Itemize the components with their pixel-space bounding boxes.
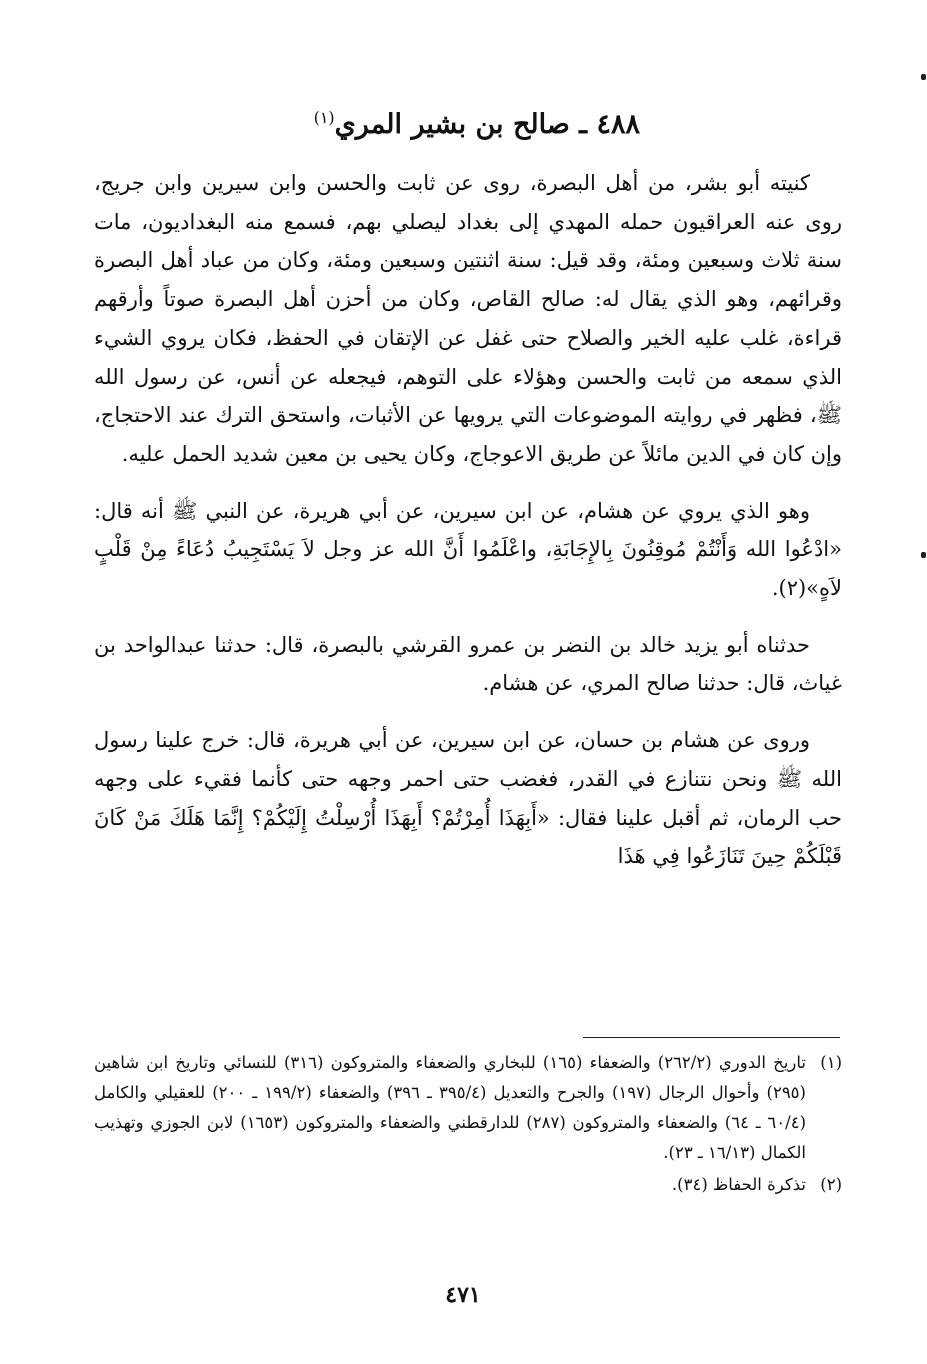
- footnote-divider: [583, 1037, 840, 1038]
- footnote-number: (١): [820, 1053, 842, 1072]
- paragraph-hadith-dua: وهو الذي يروي عن هشام، عن ابن سيرين، عن أبي هريرة، عن النبي ﷺ أنه قال: «ادْعُوا الله وَأَنْتُمْ مُوقِنُونَ بِالإِجَابَةِ، واعْلَمُوا أَنَّ الله عز وجل لاَ يَسْتَجِيبُ دُعَاءً مِنْ قَلْبٍ لاَهٍ»(٢).: [94, 498, 842, 601]
- footnote-text: تاريخ الدوري (٢٦٢/٢) والضعفاء (١٦٥) للبخاري والضعفاء والمتروكون (٣١٦) للنسائي وتاريخ ابن شاهين (٢٩٥) وأحوال الرجال (١٩٧) والجرح والتعديل (٣٩٥/٤ ـ ٣٩٦) والضعفاء (١٩٩/٢ ـ ٢٠٠) للعقيلي والكامل (٦٠/٤ ـ ٦٤) والضعفاء والمتروكون (٢٨٧) للدارقطني والضعفاء والمتروكون (١٦٥٣) لابن الجوزي وتهذيب الكمال (١٦/١٣ ـ ٢٣).: [94, 1053, 807, 1162]
- paragraph-biography: كنيته أبو بشر، من أهل البصرة، روى عن ثابت والحسن وابن سيرين وابن جريج، روى عنه العراقيون حمله المهدي إلى بغداد ليصلي بهم، فسمع منه البغداديون، مات سنة ثلاث وسبعين ومئة، وقد قيل: سنة اثنتين وسبعين ومئة، وكان من عباد أهل البصرة وقرائهم، وهو الذي يقال له: صالح القاص، وكان من أحزن أهل البصرة صوتاً وأرقهم قراءة، غلب عليه الخير والصلاح حتى غفل عن الإتقان في الحفظ، فكان يروي الشيء الذي سمعه من ثابت والحسن وهؤلاء على التوهم، فيجعله عن أنس، عن رسول الله ﷺ، فظهر في روايته الموضوعات التي يرويها عن الأثبات، واستحق الترك عند الاحتجاج، وإن كان في الدين مائلاً عن طريق الاعوجاج، وكان يحيى بن معين شديد الحمل عليه.: [94, 171, 842, 466]
- footnote-1: [94, 1048, 842, 1168]
- body-text: [94, 164, 842, 876]
- paragraph-isnad: حدثناه أبو يزيد خالد بن النضر بن عمرو القرشي بالبصرة، قال: حدثنا عبدالواحد بن غياث، قال: حدثنا صالح المري، عن هشام.: [94, 632, 842, 696]
- scan-speck: [921, 552, 926, 558]
- paragraph-hadith-qadar: وروى عن هشام بن حسان، عن ابن سيرين، عن أبي هريرة، قال: خرج علينا رسول الله ﷺ ونحن نتنازع في القدر، فغضب حتى احمر وجهه حتى كأنما فقيء على وجهه حب الرمان، ثم أقبل علينا فقال: «أَبِهَذَا أُمِرْتُمْ؟ أَبِهَذَا أُرْسِلْتُ إِلَيْكُمْ؟ إِنَّمَا هَلَكَ مَنْ كَانَ قَبْلَكُمْ حِينَ تَنَازَعُوا فِي هَذَا: [94, 728, 842, 869]
- scan-speck: [921, 74, 926, 80]
- footnotes: [94, 1048, 842, 1202]
- footnote-2: [94, 1170, 842, 1200]
- title-footnote-ref: (١): [313, 108, 335, 127]
- entry-title: ٤٨٨ ـ صالح بن بشير المري: [334, 109, 640, 140]
- page-number: ٤٧١: [445, 1282, 481, 1308]
- footnote-number: (٢): [820, 1175, 842, 1194]
- entry-heading: [220, 98, 640, 145]
- footnote-text: تذكرة الحفاظ (٣٤).: [671, 1175, 806, 1194]
